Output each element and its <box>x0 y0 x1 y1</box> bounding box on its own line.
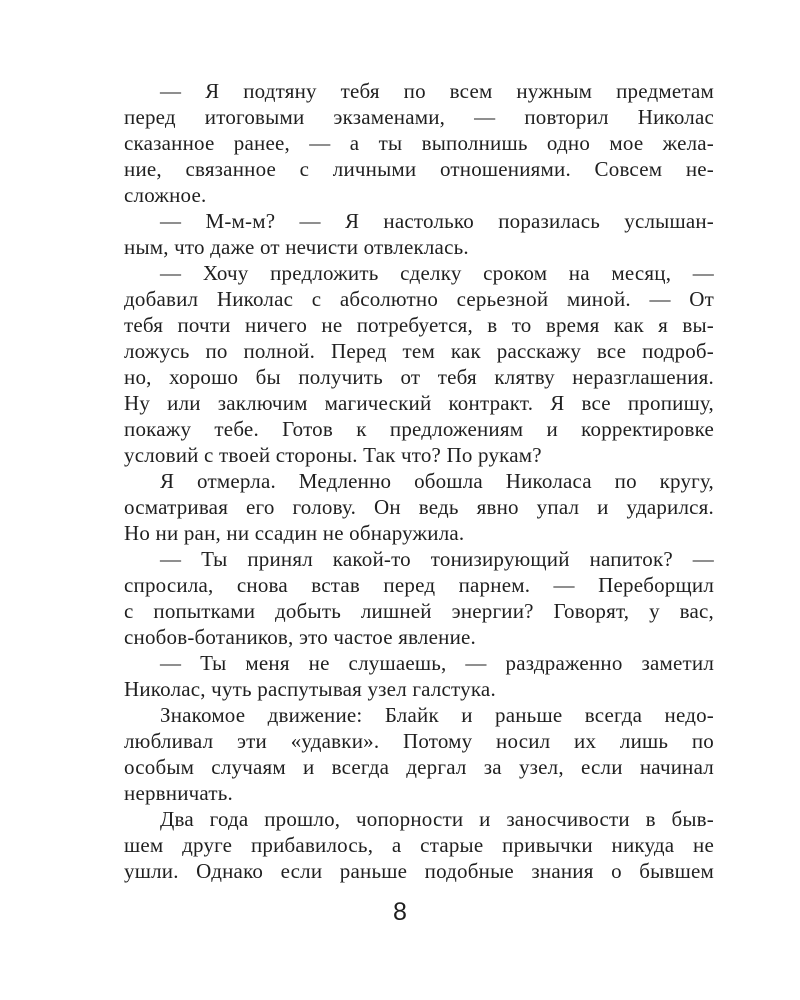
text-line: шем друге прибавилось, а старые привычки никуда не <box>124 833 714 857</box>
paragraph <box>124 546 714 650</box>
text-line: ушли. Однако если раньше подобные знания о бывшем <box>124 859 714 883</box>
text-line: Я отмерла. Медленно обошла Николаса по кругу, <box>160 469 714 493</box>
paragraph <box>124 806 714 884</box>
text-line: ние, связанное с личными отношениями. Совсем не- <box>124 157 714 181</box>
text-line: тебя почти ничего не потребуется, в то время как я вы- <box>124 313 714 337</box>
paragraph <box>124 208 714 260</box>
text-line: покажу тебе. Готов к предложениям и корректировке <box>124 417 714 441</box>
text-line: сложное. <box>124 183 207 207</box>
text-line: особым случаям и всегда дергал за узел, если начинал <box>124 755 714 779</box>
text-line: но, хорошо бы получить от тебя клятву неразглашения. <box>124 365 714 389</box>
text-line: спросила, снова встав перед парнем. — Переборщил <box>124 573 714 597</box>
text-line: осматривая его голову. Он ведь явно упал и ударился. <box>124 495 714 519</box>
text-line: — М-м-м? — Я настолько поразилась услышан- <box>160 209 714 233</box>
text-line: перед итоговыми экзаменами, — повторил Николас <box>124 105 714 129</box>
text-line: ным, что даже от нечисти отвлеклась. <box>124 235 469 259</box>
paragraph <box>124 78 714 208</box>
paragraph <box>124 702 714 806</box>
text-line: — Ты меня не слушаешь, — раздраженно заметил <box>160 651 714 675</box>
text-line: любливал эти «удавки». Потому носил их лишь по <box>124 729 714 753</box>
text-line: Николас, чуть распутывая узел галстука. <box>124 677 496 701</box>
page-text <box>124 78 714 884</box>
paragraph <box>124 650 714 702</box>
text-line: добавил Николас с абсолютно серьезной миной. — От <box>124 287 714 311</box>
page-number: 8 <box>393 898 407 926</box>
paragraph <box>124 260 714 468</box>
text-line: Два года прошло, чопорности и заносчивости в быв- <box>160 807 714 831</box>
text-line: — Ты принял какой-то тонизирующий напиток? — <box>160 547 714 571</box>
text-line: Знакомое движение: Блайк и раньше всегда недо- <box>160 703 714 727</box>
text-line: сказанное ранее, — а ты выполнишь одно мое жела- <box>124 131 714 155</box>
text-line: условий с твоей стороны. Так что? По рукам? <box>124 443 542 467</box>
text-line: с попытками добыть лишней энергии? Говорят, у вас, <box>124 599 714 623</box>
text-line: — Хочу предложить сделку сроком на месяц, — <box>160 261 714 285</box>
text-line: ложусь по полной. Перед тем как расскажу все подроб- <box>124 339 714 363</box>
text-line: нервничать. <box>124 781 233 805</box>
text-line: Ну или заключим магический контракт. Я все пропишу, <box>124 391 714 415</box>
text-line: снобов-ботаников, это частое явление. <box>124 625 476 649</box>
paragraph <box>124 468 714 546</box>
text-line: Но ни ран, ни ссадин не обнаружила. <box>124 521 465 545</box>
text-line: — Я подтяну тебя по всем нужным предметам <box>160 79 714 103</box>
